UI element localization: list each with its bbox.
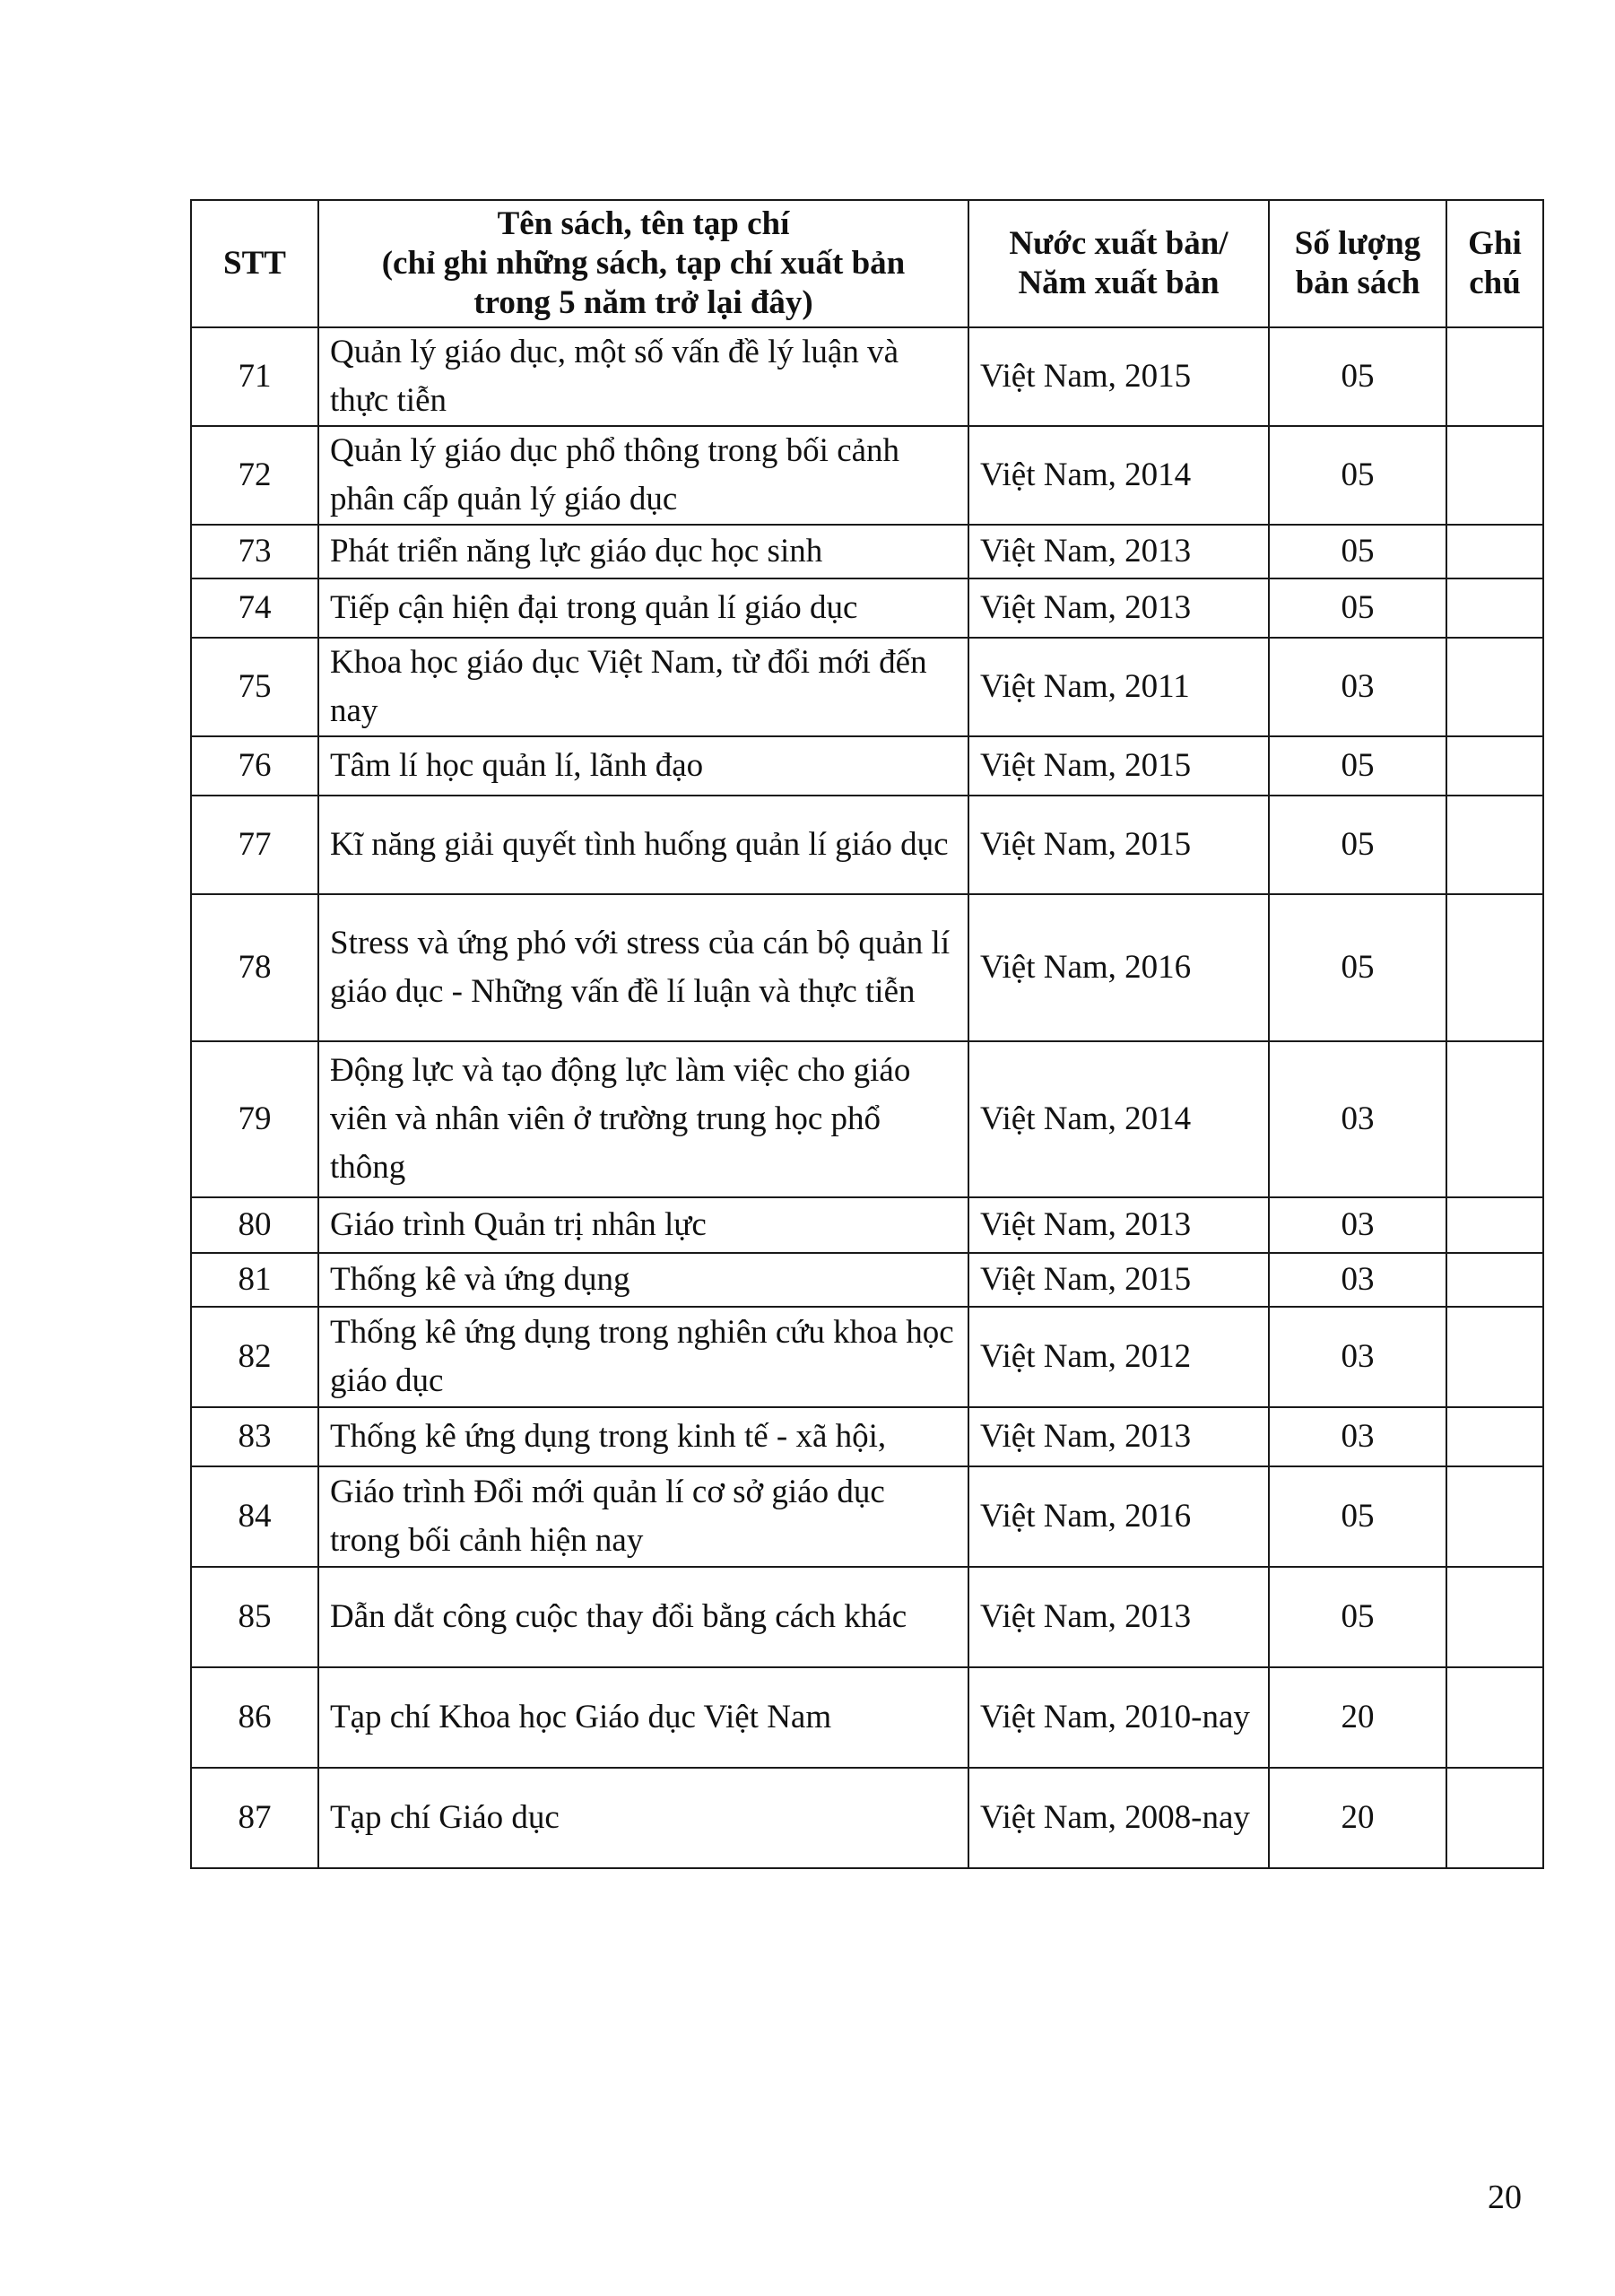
- table-row: [191, 525, 1543, 578]
- header-name: [318, 200, 968, 327]
- header-quantity-line: Số lượng: [1294, 225, 1421, 262]
- header-publisher-line: Nước xuất bản/: [1009, 225, 1229, 262]
- row-quantity: 05: [1269, 894, 1446, 1041]
- row-book-name: Tâm lí học quản lí, lãnh đạo: [318, 736, 968, 796]
- row-note: [1446, 1407, 1543, 1466]
- row-publisher: Việt Nam, 2015: [968, 327, 1269, 426]
- row-publisher: Việt Nam, 2016: [968, 894, 1269, 1041]
- row-book-name: Thống kê ứng dụng trong kinh tế - xã hội,: [318, 1407, 968, 1466]
- row-note: [1446, 327, 1543, 426]
- row-book-name: Dẫn dắt công cuộc thay đổi bằng cách khác: [318, 1567, 968, 1667]
- table-row: [191, 1197, 1543, 1253]
- row-book-name: Tạp chí Khoa học Giáo dục Việt Nam: [318, 1667, 968, 1768]
- row-publisher: Việt Nam, 2013: [968, 525, 1269, 578]
- row-book-name: Tiếp cận hiện đại trong quản lí giáo dục: [318, 578, 968, 638]
- row-stt: 84: [191, 1466, 318, 1567]
- row-quantity: 20: [1269, 1667, 1446, 1768]
- table-row: [191, 1307, 1543, 1407]
- table-row: [191, 1407, 1543, 1466]
- row-quantity: 03: [1269, 1197, 1446, 1253]
- header-name-line: trong 5 năm trở lại đây): [473, 284, 813, 321]
- row-book-name: Quản lý giáo dục phổ thông trong bối cảnh phân cấp quản lý giáo dục: [318, 426, 968, 525]
- header-stt: STT: [191, 200, 318, 327]
- table-row: [191, 1768, 1543, 1868]
- page-number: 20: [1488, 2179, 1522, 2216]
- row-publisher: Việt Nam, 2013: [968, 578, 1269, 638]
- row-note: [1446, 426, 1543, 525]
- row-book-name: Khoa học giáo dục Việt Nam, từ đổi mới đến nay: [318, 638, 968, 736]
- row-book-name: Quản lý giáo dục, một số vấn đề lý luận và thực tiễn: [318, 327, 968, 426]
- row-stt: 87: [191, 1768, 318, 1868]
- header-publisher-line: Năm xuất bản: [1018, 265, 1220, 301]
- table-row: [191, 638, 1543, 736]
- table-row: [191, 578, 1543, 638]
- row-note: [1446, 1041, 1543, 1197]
- header-note: [1446, 200, 1543, 327]
- header-note-line: chú: [1469, 265, 1521, 301]
- row-quantity: 03: [1269, 1253, 1446, 1307]
- row-publisher: Việt Nam, 2013: [968, 1567, 1269, 1667]
- table-row: [191, 1567, 1543, 1667]
- row-publisher: Việt Nam, 2015: [968, 796, 1269, 894]
- row-quantity: 05: [1269, 736, 1446, 796]
- row-publisher: Việt Nam, 2012: [968, 1307, 1269, 1407]
- row-publisher: Việt Nam, 2014: [968, 1041, 1269, 1197]
- row-quantity: 05: [1269, 578, 1446, 638]
- row-stt: 77: [191, 796, 318, 894]
- row-quantity: 03: [1269, 1307, 1446, 1407]
- row-publisher: Việt Nam, 2013: [968, 1407, 1269, 1466]
- row-publisher: Việt Nam, 2016: [968, 1466, 1269, 1567]
- header-quantity: [1269, 200, 1446, 327]
- row-book-name: Tạp chí Giáo dục: [318, 1768, 968, 1868]
- row-book-name: Kĩ năng giải quyết tình huống quản lí giáo dục: [318, 796, 968, 894]
- row-note: [1446, 1307, 1543, 1407]
- row-note: [1446, 736, 1543, 796]
- row-stt: 81: [191, 1253, 318, 1307]
- row-publisher: Việt Nam, 2010-nay: [968, 1667, 1269, 1768]
- row-publisher: Việt Nam, 2013: [968, 1197, 1269, 1253]
- table-row: [191, 1667, 1543, 1768]
- row-note: [1446, 796, 1543, 894]
- row-book-name: Giáo trình Đổi mới quản lí cơ sở giáo dục trong bối cảnh hiện nay: [318, 1466, 968, 1567]
- header-publisher: [968, 200, 1269, 327]
- row-publisher: Việt Nam, 2008-nay: [968, 1768, 1269, 1868]
- table-row: [191, 894, 1543, 1041]
- row-stt: 85: [191, 1567, 318, 1667]
- row-note: [1446, 525, 1543, 578]
- row-stt: 79: [191, 1041, 318, 1197]
- row-book-name: Thống kê ứng dụng trong nghiên cứu khoa học giáo dục: [318, 1307, 968, 1407]
- row-note: [1446, 1768, 1543, 1868]
- book-list-table: [190, 199, 1544, 1869]
- row-stt: 75: [191, 638, 318, 736]
- row-note: [1446, 894, 1543, 1041]
- row-publisher: Việt Nam, 2015: [968, 736, 1269, 796]
- row-publisher: Việt Nam, 2011: [968, 638, 1269, 736]
- row-stt: 72: [191, 426, 318, 525]
- table-header-row: [191, 200, 1543, 327]
- row-quantity: 05: [1269, 525, 1446, 578]
- row-quantity: 05: [1269, 1466, 1446, 1567]
- row-book-name: Phát triển năng lực giáo dục học sinh: [318, 525, 968, 578]
- row-quantity: 05: [1269, 1567, 1446, 1667]
- table-row: [191, 796, 1543, 894]
- row-stt: 82: [191, 1307, 318, 1407]
- header-quantity-line: bản sách: [1295, 265, 1420, 301]
- table-body: [191, 327, 1543, 1868]
- row-book-name: Giáo trình Quản trị nhân lực: [318, 1197, 968, 1253]
- table-row: [191, 1253, 1543, 1307]
- row-quantity: 20: [1269, 1768, 1446, 1868]
- row-publisher: Việt Nam, 2015: [968, 1253, 1269, 1307]
- book-list-page: [190, 199, 1542, 1869]
- row-stt: 76: [191, 736, 318, 796]
- row-note: [1446, 1466, 1543, 1567]
- row-quantity: 03: [1269, 1407, 1446, 1466]
- table-row: [191, 1041, 1543, 1197]
- header-note-line: Ghi: [1468, 225, 1522, 262]
- row-stt: 80: [191, 1197, 318, 1253]
- table-row: [191, 1466, 1543, 1567]
- row-stt: 74: [191, 578, 318, 638]
- table-row: [191, 736, 1543, 796]
- row-publisher: Việt Nam, 2014: [968, 426, 1269, 525]
- row-stt: 73: [191, 525, 318, 578]
- table-row: [191, 327, 1543, 426]
- row-book-name: Stress và ứng phó với stress của cán bộ quản lí giáo dục - Những vấn đề lí luận và thực tiễn: [318, 894, 968, 1041]
- row-note: [1446, 638, 1543, 736]
- row-quantity: 03: [1269, 638, 1446, 736]
- row-stt: 86: [191, 1667, 318, 1768]
- row-quantity: 03: [1269, 1041, 1446, 1197]
- row-stt: 83: [191, 1407, 318, 1466]
- row-book-name: Thống kê và ứng dụng: [318, 1253, 968, 1307]
- row-note: [1446, 1253, 1543, 1307]
- row-note: [1446, 1667, 1543, 1768]
- header-name-line: (chỉ ghi những sách, tạp chí xuất bản: [381, 245, 906, 282]
- row-stt: 71: [191, 327, 318, 426]
- row-note: [1446, 1197, 1543, 1253]
- row-note: [1446, 1567, 1543, 1667]
- row-quantity: 05: [1269, 796, 1446, 894]
- header-name-line: Tên sách, tên tạp chí: [497, 205, 790, 242]
- row-quantity: 05: [1269, 327, 1446, 426]
- row-quantity: 05: [1269, 426, 1446, 525]
- table-row: [191, 426, 1543, 525]
- row-stt: 78: [191, 894, 318, 1041]
- row-note: [1446, 578, 1543, 638]
- row-book-name: Động lực và tạo động lực làm việc cho giáo viên và nhân viên ở trường trung học phổ thông: [318, 1041, 968, 1197]
